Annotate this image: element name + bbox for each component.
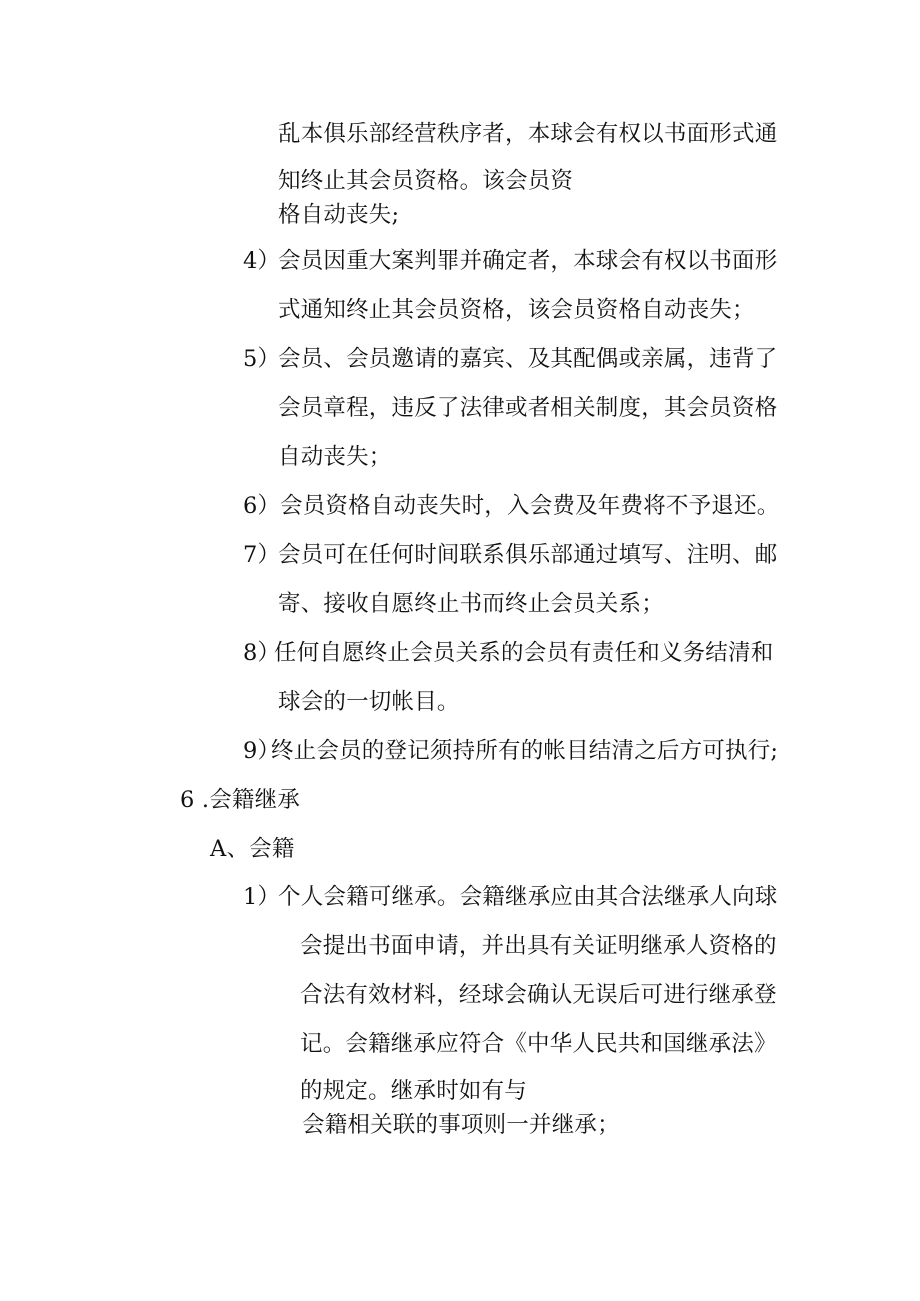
item-5-line-3: 自动丧失； (278, 444, 392, 470)
item-3-line-1: 乱本俱乐部经营秩序者，本球会有权以书面形式通 (278, 121, 778, 147)
section-6-subheading: A、会籍 (210, 836, 295, 862)
item-7-line-2: 寄、接收自愿终止书而终止会员关系； (278, 591, 664, 617)
item-9-line-1: 终止会员的登记须持所有的帐目结清之后方可执行; (271, 738, 779, 764)
inheritance-item-1-line-4: 记。会籍继承应符合《中华人民共和国继承法》 (300, 1031, 777, 1057)
item-5-line-1: 会员、会员邀请的嘉宾、及其配偶或亲属，违背了 (278, 346, 778, 372)
item-7-line-1: 会员可在任何时间联系俱乐部通过填写、注明、邮 (278, 542, 778, 568)
inheritance-item-1-line-1: 个人会籍可继承。会籍继承应由其合法继承人向球 (278, 884, 778, 910)
item-6-line-1: 会员资格自动丧失时，入会费及年费将不予退还。 (280, 493, 780, 519)
item-8-number: 8） (243, 640, 281, 666)
item-4-line-2: 式通知终止其会员资格，该会员资格自动丧失； (278, 297, 755, 323)
inheritance-item-1-line-5: 的规定。继承时如有与 (300, 1078, 528, 1104)
item-5-line-2: 会员章程，违反了法律或者相关制度，其会员资格 (278, 395, 778, 421)
inheritance-item-1-line-6: 会籍相关联的事项则一并继承； (302, 1112, 620, 1138)
item-3-line-3: 格自动丧失; (278, 202, 400, 228)
item-5-number: 5） (243, 346, 281, 372)
inheritance-item-1-line-3: 合法有效材料，经球会确认无误后可进行继承登 (300, 982, 777, 1008)
item-8-line-1: 任何自愿终止会员关系的会员有责任和义务结清和 (274, 640, 774, 666)
item-8-line-2: 球会的一切帐目。 (278, 689, 460, 715)
item-4-line-1: 会员因重大案判罪并确定者，本球会有权以书面形 (278, 248, 778, 274)
item-6-number: 6） (243, 493, 281, 519)
section-6-heading: 6 .会籍继承 (180, 787, 301, 813)
item-3-line-2: 知终止其会员资格。该会员资 (278, 168, 574, 194)
inheritance-item-1-number: 1） (243, 884, 281, 910)
item-4-number: 4） (243, 248, 281, 274)
item-7-number: 7） (243, 542, 281, 568)
inheritance-item-1-line-2: 会提出书面申请，并出具有关证明继承人资格的 (300, 933, 777, 959)
item-9-number: 9） (243, 738, 281, 764)
